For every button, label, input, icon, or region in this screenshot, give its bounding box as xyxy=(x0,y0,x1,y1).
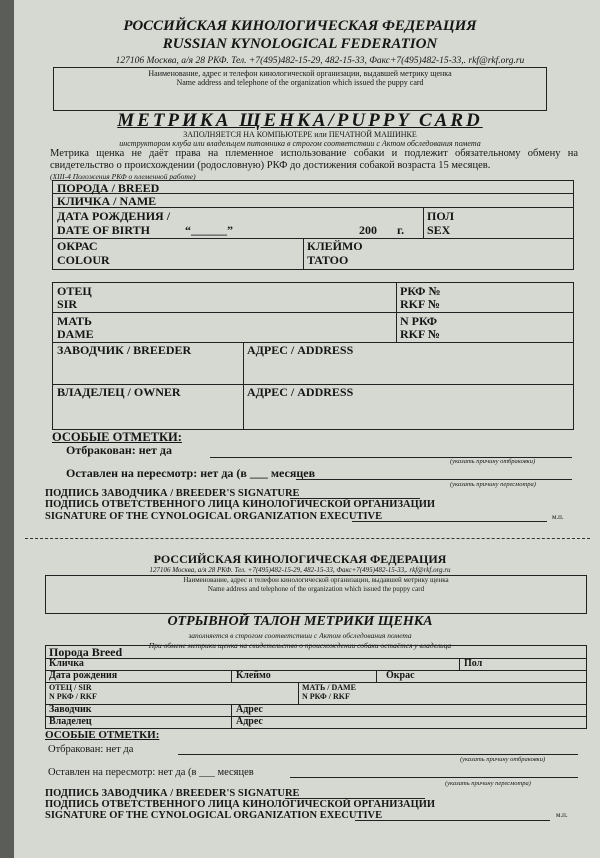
stub-rejected-line: Отбракован: нет да xyxy=(48,744,134,755)
reexam-note: (указать причину пересмотра) xyxy=(450,481,536,488)
stub-sire-rkf: N РКФ / RKF xyxy=(49,692,97,701)
breeder-label: ЗАВОДЧИК / BREEDER xyxy=(57,343,192,357)
stub-reexam-line: Оставлен на пересмотр: нет да (в ___ месяцев xyxy=(48,767,254,778)
stub-marks-title: ОСОБЫЕ ОТМЕТКИ: xyxy=(45,729,160,741)
stub-breeder: Заводчик xyxy=(49,704,92,715)
stub-issuer-box[interactable] xyxy=(45,575,587,614)
stub-breeder-signature: ПОДПИСЬ ЗАВОДЧИКА / BREEDER'S SIGNATURE xyxy=(45,788,300,799)
stub-sex: Пол xyxy=(464,658,483,669)
issuer-box[interactable] xyxy=(53,67,547,111)
breed-label: ПОРОДА / BREED xyxy=(57,181,160,195)
card-subtitle2: инструктором клуба или владельцем питомника в строгом соответствии с Актом обследования помета xyxy=(119,139,481,148)
stub-colour: Окрас xyxy=(386,670,415,681)
stub-issuer-label-en: Name address and telephone of the organization which issued the puppy card xyxy=(207,585,425,593)
colour-label-en: COLOUR xyxy=(57,253,110,267)
org-name-ru: РОССИЙСКАЯ КИНОЛОГИЧЕСКАЯ ФЕДЕРАЦИЯ xyxy=(123,18,477,34)
name-label: КЛИЧКА / NAME xyxy=(57,194,157,208)
colour-label: ОКРАС xyxy=(57,239,98,253)
stub-sub2: При обмене метрики щенка на свидетельство о происхождении собаки остаётся у владельца xyxy=(148,641,452,650)
stub-table xyxy=(45,645,587,729)
stub-org-address: 127106 Москва, а/я 28 РКФ. Тел. +7(495)482-15-29, 482-15-33, Факс+7(495)482-15-33,. rkf@rkf.org.ru xyxy=(149,566,451,574)
dob-label-en: DATE OF BIRTH xyxy=(57,223,150,237)
sire-rkf-en: RKF № xyxy=(400,297,440,311)
stub-rejected-note: (указать причину отбраковки) xyxy=(460,756,546,763)
stub-owner-address: Адрес xyxy=(236,716,263,727)
dame-label-en: DAME xyxy=(57,327,94,341)
owner-label: ВЛАДЕЛЕЦ / OWNER xyxy=(57,385,181,399)
dame-label: МАТЬ xyxy=(57,314,92,328)
dob-label: ДАТА РОЖДЕНИЯ / xyxy=(57,209,171,223)
sire-label: ОТЕЦ xyxy=(57,284,92,298)
org-address: 127106 Москва, а/я 28 РКФ. Тел. +7(495)482-15-29, 482-15-33, Факс+7(495)482-15-33,. rkf@rkf.org.ru xyxy=(115,56,525,66)
executive-signature-ru: ПОДПИСЬ ОТВЕТСТВЕННОГО ЛИЦА КИНОЛОГИЧЕСКОЙ ОРГАНИЗАЦИИ xyxy=(45,499,436,510)
sire-label-en: SIR xyxy=(57,297,78,311)
issuer-label-en: Name address and telephone of the organization which issued the puppy card xyxy=(176,78,424,87)
breeder-address-label: АДРЕС / ADDRESS xyxy=(247,343,354,357)
stub-owner: Владелец xyxy=(49,716,92,727)
stub-dame: МАТЬ / DAME xyxy=(302,683,356,692)
notice-ref: (XIII-4 Положения РКФ о племенной работе) xyxy=(50,172,196,181)
stub-issuer-label-ru: Наименование, адрес и телефон кинологической организации, выдавшей метрику щенка xyxy=(183,576,449,584)
stub-name: Кличка xyxy=(49,658,84,669)
dame-rkf-en: RKF № xyxy=(400,327,440,341)
stub-sub1: заполняется в строгом соответствии с Актом обследования помета xyxy=(188,631,412,640)
stamp-place: м.п. xyxy=(552,513,564,521)
dob-quote: “______” xyxy=(185,223,233,237)
parents-owner-table xyxy=(52,282,574,430)
card-title: МЕТРИКА ЩЕНКА/PUPPY CARD xyxy=(117,110,483,131)
dame-rkf: N РКФ xyxy=(400,314,438,328)
sex-label: ПОЛ xyxy=(427,209,455,223)
breeder-signature: ПОДПИСЬ ЗАВОДЧИКА / BREEDER'S SIGNATURE xyxy=(45,488,300,499)
owner-address-label: АДРЕС / ADDRESS xyxy=(247,385,354,399)
stub-dame-rkf: N РКФ / RKF xyxy=(302,692,350,701)
stub-breeder-address: Адрес xyxy=(236,704,263,715)
rejected-note: (указать причину отбраковки) xyxy=(450,458,536,465)
sex-label-en: SEX xyxy=(427,223,451,237)
stub-title: ОТРЫВНОЙ ТАЛОН МЕТРИКИ ЩЕНКА xyxy=(167,614,433,629)
org-name-en: RUSSIAN KYNOLOGICAL FEDERATION xyxy=(162,36,438,52)
stub-executive-signature-ru: ПОДПИСЬ ОТВЕТСТВЕННОГО ЛИЦА КИНОЛОГИЧЕСКОЙ ОРГАНИЗАЦИИ xyxy=(45,799,436,810)
sire-rkf: РКФ № xyxy=(400,284,441,298)
dob-year: 200 xyxy=(359,223,377,237)
executive-signature-en: SIGNATURE OF THE CYNOLOGICAL ORGANIZATION EXECUTIVE xyxy=(45,511,383,522)
tatoo-label-en: TATOO xyxy=(307,253,349,267)
stub-sire: ОТЕЦ / SIR xyxy=(49,683,92,692)
card-notice: Метрика щенка не даёт права на племенное использование собаки и подлежит обязательному обмену на свидетельство о происхождении (родословную) РКФ до достижения собакой возраста 15 месяцев. xyxy=(50,148,578,171)
stub-reexam-note: (указать причину пересмотра) xyxy=(445,780,531,787)
stub-tatoo: Клеймо xyxy=(236,670,271,681)
special-marks-title: ОСОБЫЕ ОТМЕТКИ: xyxy=(52,430,182,444)
issuer-label-ru: Наименование, адрес и телефон кинологической организации, выдавшей метрику щенка xyxy=(148,69,452,78)
stub-breed: Порода Breed xyxy=(49,645,123,659)
stub-executive-signature-en: SIGNATURE OF THE CYNOLOGICAL ORGANIZATION EXECUTIVE xyxy=(45,810,383,821)
rejected-line: Отбракован: нет да xyxy=(66,443,172,457)
dog-info-table xyxy=(52,180,574,270)
stub-org-name: РОССИЙСКАЯ КИНОЛОГИЧЕСКАЯ ФЕДЕРАЦИЯ xyxy=(153,552,447,566)
stub-stamp-place: м.п. xyxy=(556,811,568,819)
dob-g: г. xyxy=(397,223,405,237)
cut-line[interactable] xyxy=(25,538,590,539)
stub-dob: Дата рождения xyxy=(49,670,118,681)
card-subtitle: ЗАПОЛНЯЕТСЯ НА КОМПЬЮТЕРЕ или ПЕЧАТНОЙ МАШИНКЕ xyxy=(183,130,417,139)
tatoo-label: КЛЕЙМО xyxy=(307,239,363,253)
reexam-line: Оставлен на пересмотр: нет да (в ___ месяцев xyxy=(66,466,316,480)
